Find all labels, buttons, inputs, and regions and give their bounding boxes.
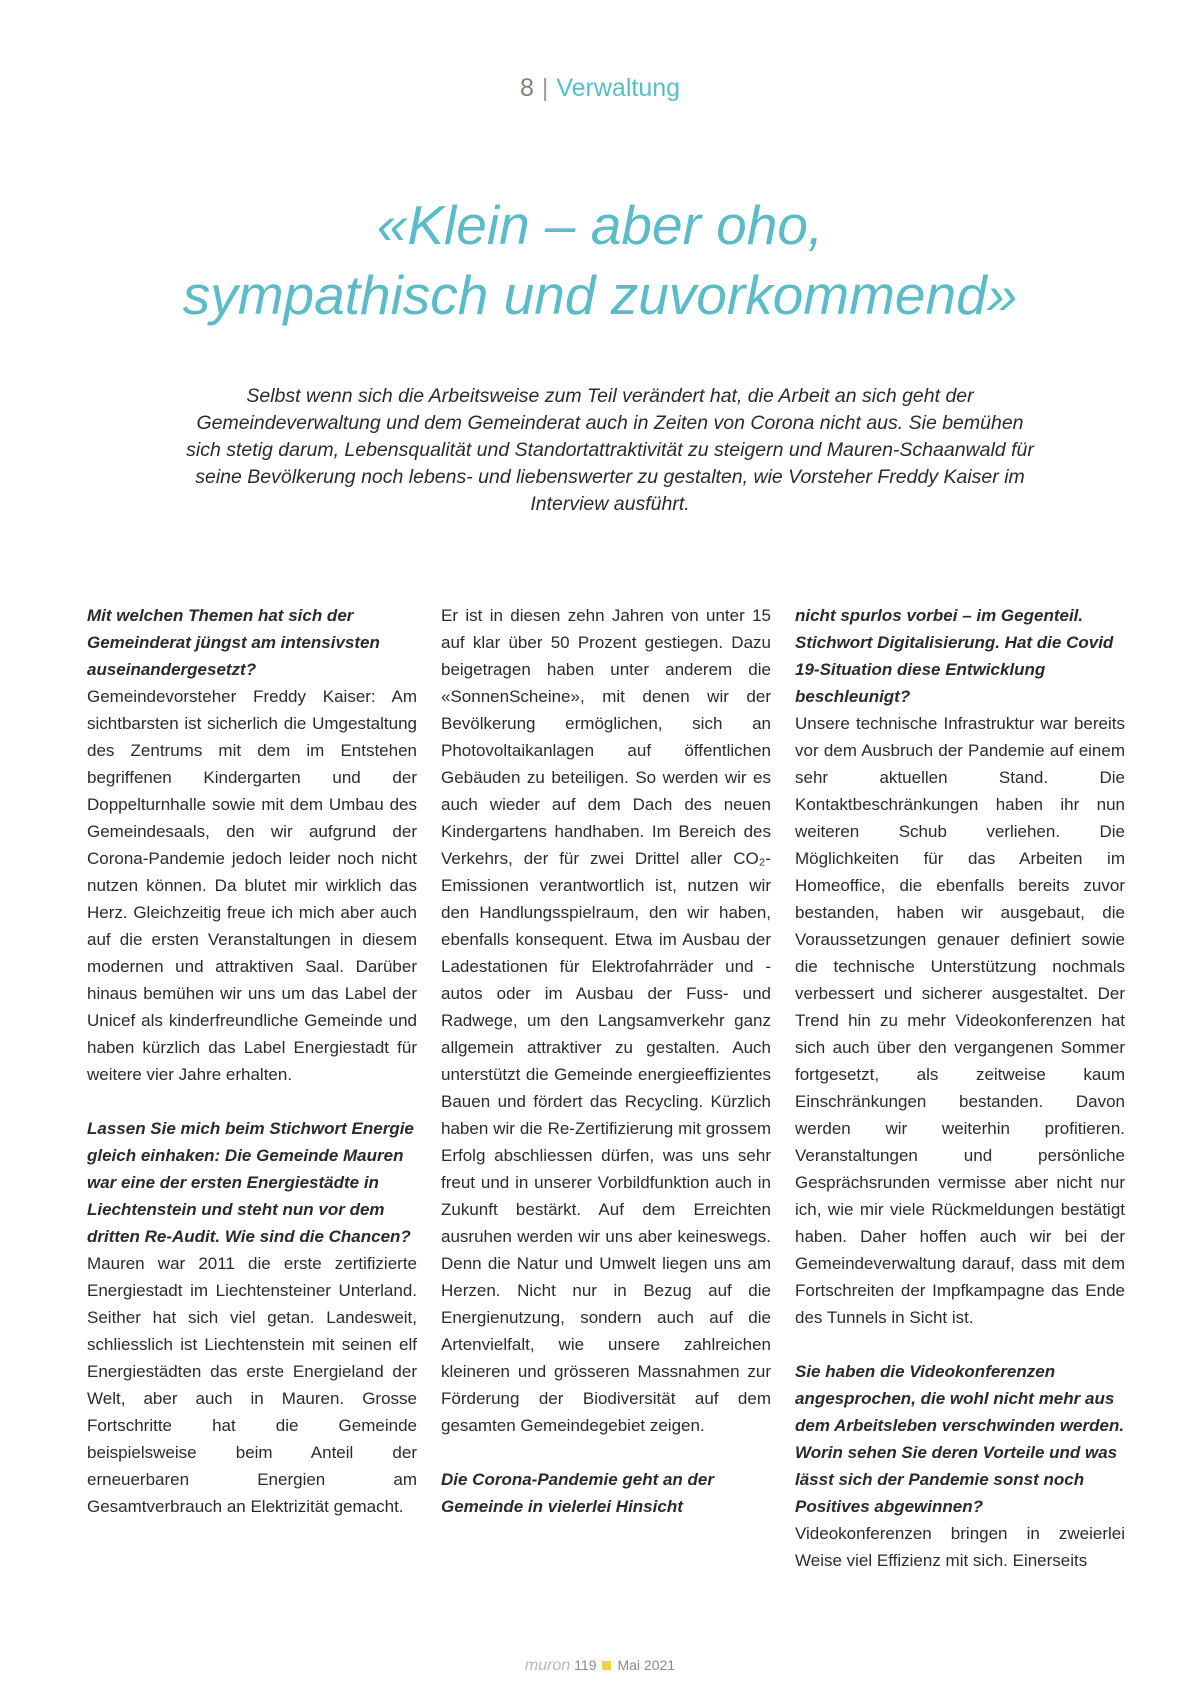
column-1 xyxy=(87,602,417,1520)
page-number: 8 xyxy=(519,74,534,102)
page-header xyxy=(0,74,1200,103)
question: Lassen Sie mich beim Stichwort Energie gleich einhaken: Die Gemeinde Mauren war eine der ersten Energiestädte in Liechtenstein und steht nun vor dem dritten Re-Audit. Wie sind die Chancen? xyxy=(87,1119,414,1246)
magazine-name: muron xyxy=(524,1657,571,1674)
page-footer xyxy=(0,1657,1200,1675)
answer: Videokonferenzen bringen in zweierlei Weise viel Effizienz mit sich. Einerseits xyxy=(795,1524,1125,1570)
issue-date: Mai 2021 xyxy=(617,1657,676,1673)
article-title-line-2: sympathisch und zuvorkommend» xyxy=(182,264,1018,326)
article-title xyxy=(60,190,1140,330)
question: Mit welchen Themen hat sich der Gemeinderat jüngst am intensivsten auseinandergesetzt? xyxy=(87,606,380,679)
issue-number: 119 xyxy=(574,1657,597,1673)
footer-square-icon xyxy=(602,1661,611,1670)
column-2 xyxy=(441,602,771,1520)
question: Die Corona-Pandemie geht an der Gemeinde in vielerlei Hinsicht xyxy=(441,1470,714,1516)
header-separator: | xyxy=(541,74,549,102)
article-title-line-1: «Klein – aber oho, xyxy=(376,194,824,256)
answer: Mauren war 2011 die erste zertifizierte Energiestadt im Liechtensteiner Unterland. Seither hat sich viel getan. Landesweit, schliesslich ist Liechtenstein mit seinen elf Energiestädten das erste Energieland der Welt, aber auch in Mauren. Grosse Fortschritte hat die Gemeinde beispielsweise beim Anteil der erneuerbaren Energien am Gesamtverbrauch an Elektrizität gemacht. xyxy=(87,1254,417,1516)
question: Sie haben die Videokonferenzen angesprochen, die wohl nicht mehr aus dem Arbeitsleben verschwinden werden. Worin sehen Sie deren Vorteile und was lässt sich der Pandemie sonst noch Positives abgewinnen? xyxy=(795,1362,1125,1516)
section-title: Verwaltung xyxy=(556,74,681,102)
article-lead: Selbst wenn sich die Arbeitsweise zum Teil verändert hat, die Arbeit an sich geht der Gemeindeverwaltung und dem Gemeinderat auch in Zeiten von Corona nicht aus. Sie bemühen sich stetig darum, Lebensqualität und Standortattraktivität zu steigern und Mauren-Schaanwald für seine Bevölkerung noch lebens- und liebenswerter zu gestalten, wie Vorsteher Freddy Kaiser im Interview ausführt. xyxy=(186,385,1034,515)
question: nicht spurlos vorbei – im Gegenteil. Stichwort Digitalisierung. Hat die Covid 19-Situation diese Entwicklung beschleunigt? xyxy=(795,606,1114,706)
answer: Er ist in diesen zehn Jahren von unter 15 auf klar über 50 Prozent gestiegen. Dazu beigetragen haben unter anderem die «SonnenScheine», mit denen wir der Bevölkerung ermöglichen, sich an Photovoltaikanlagen auf öffentlichen Gebäuden zu beteiligen. So werden wir es auch wieder auf dem Dach des neuen Kindergartens handhaben. Im Bereich des Verkehrs, der für zwei Drittel aller CO₂-Emissionen verantwortlich ist, nutzen wir den Handlungsspielraum, den wir haben, ebenfalls konsequent. Etwa im Ausbau der Ladestationen für Elektrofahrräder und -autos oder im Ausbau der Fuss- und Radwege, um den Langsamverkehr ganz allgemein attraktiver zu gestalten. Auch unterstützt die Gemeinde energieeffizientes Bauen und fördert das Recycling. Kürzlich haben wir die Re-Zertifizierung mit grossem Erfolg abschliessen dürfen, was uns sehr freut und in unserer Vorbildfunktion auch in Zukunft bestärkt. Auf dem Erreichten ausruhen werden wir uns aber keineswegs. Denn die Natur und Umwelt liegen uns am Herzen. Nicht nur in Bezug auf die Energienutzung, sondern auch auf die Artenvielfalt, wie unsere zahlreichen kleineren und grösseren Massnahmen zur Förderung der Biodiversität auf dem gesamten Gemeindegebiet zeigen. xyxy=(441,606,771,1435)
answer: Unsere technische Infrastruktur war bereits vor dem Ausbruch der Pandemie auf einem sehr aktuellen Stand. Die Kontaktbeschränkungen haben ihr nun weiteren Schub verliehen. Die Möglichkeiten für das Arbeiten im Homeoffice, die ebenfalls bereits zuvor bestanden, haben wir ausgebaut, die Voraussetzungen genauer definiert sowie die technische Unterstützung nochmals verbessert und sicherer ausgestaltet. Der Trend hin zu mehr Videokonferenzen hat sich auch über den vergangenen Sommer fortgesetzt, als zeitweise kaum Einschränkungen bestanden. Davon werden wir weiterhin profitieren. Veranstaltungen und persönliche Gesprächsrunden vermisse aber nicht nur ich, wie mir viele Rückmeldungen bestätigt haben. Daher hoffen auch wir bei der Gemeindeverwaltung darauf, dass mit dem Fortschreiten der Impfkampagne das Ende des Tunnels in Sicht ist. xyxy=(795,714,1125,1327)
answer: Gemeindevorsteher Freddy Kaiser: Am sichtbarsten ist sicherlich die Umgestaltung des Zentrums mit dem im Entstehen begriffenen Kindergarten und der Doppelturnhalle sowie mit dem Umbau des Gemeindesaals, den wir aufgrund der Corona-Pandemie jedoch leider noch nicht nutzen können. Da blutet mir wirklich das Herz. Gleichzeitig freue ich mich aber auch auf die ersten Veranstaltungen in diesem modernen und attraktiven Saal. Darüber hinaus bemühen wir uns um das Label der Unicef als kinderfreundliche Gemeinde und haben kürzlich das Label Energiestadt für weitere vier Jahre erhalten. xyxy=(87,687,417,1084)
column-3 xyxy=(795,602,1125,1574)
